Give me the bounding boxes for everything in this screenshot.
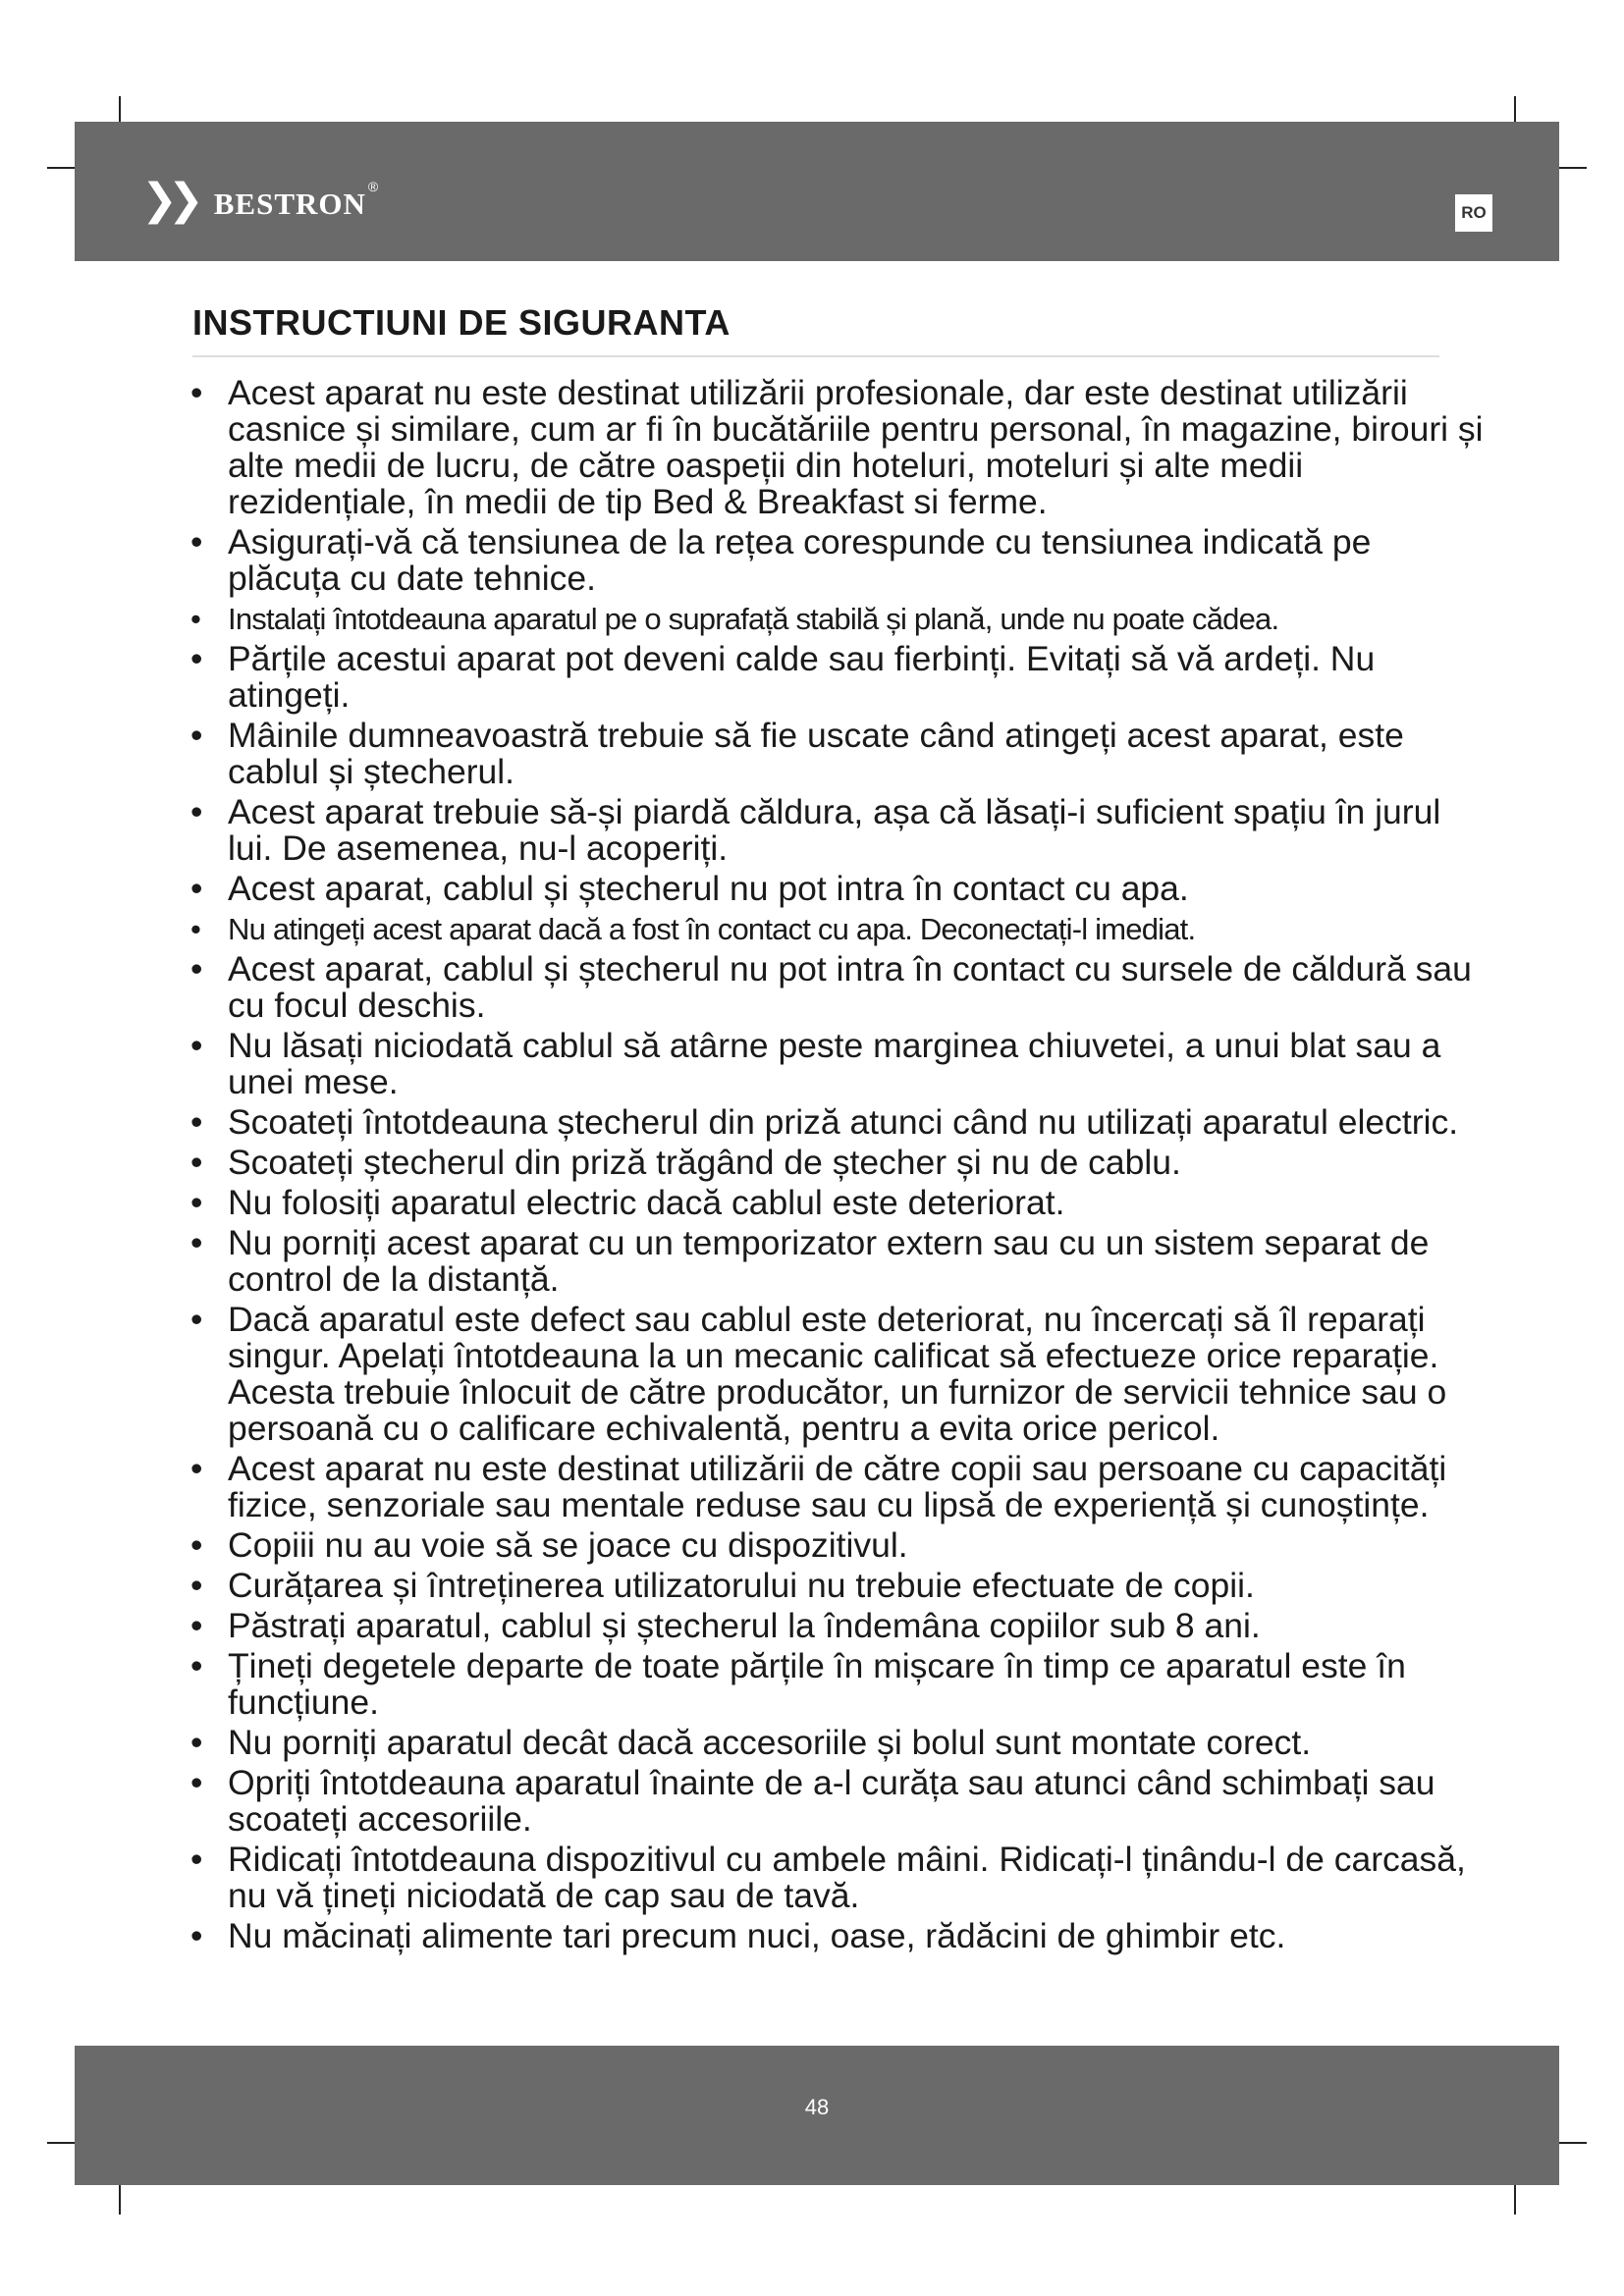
list-item: • Nu porniți aparatul decât dacă accesoriile și bolul sunt montate corect. [187, 1725, 1492, 1761]
list-item: • Opriți întotdeauna aparatul înainte de a-l curăța sau atunci când schimbați sau scoateți accesoriile. [187, 1765, 1492, 1838]
list-item: • Păstrați aparatul, cablul și ștecherul la îndemâna copiilor sub 8 ani. [187, 1608, 1492, 1644]
list-item: • Ridicați întotdeauna dispozitivul cu ambele mâini. Ridicați-l ținându-l de carcasă, nu vă țineți niciodată de cap sau de tavă. [187, 1842, 1492, 1914]
list-item: • Nu atingeți acest aparat dacă a fost în contact cu apa. Deconectați-l imediat. [187, 911, 1492, 947]
list-item: • Acest aparat nu este destinat utilizării profesionale, dar este destinat utilizării casnice și similare, cum ar fi în bucătăriile pentru personal, în magazine, birouri și alte medii de lucru, de către oaspeții din hoteluri, moteluri și alte medii rezidențiale, în medii de tip Bed & Breakfast si ferme. [187, 375, 1492, 520]
list-item: • Nu măcinați alimente tari precum nuci, oase, rădăcini de ghimbir etc. [187, 1918, 1492, 1954]
list-item: • Acest aparat, cablul și ștecherul nu pot intra în contact cu apa. [187, 871, 1492, 907]
list-item: • Țineți degetele departe de toate părțile în mișcare în timp ce aparatul este în funcțiune. [187, 1648, 1492, 1721]
list-item: • Părțile acestui aparat pot deveni calde sau fierbinți. Evitați să vă ardeți. Nu atingeți. [187, 641, 1492, 714]
list-item: • Instalați întotdeauna aparatul pe o suprafață stabilă și plană, unde nu poate cădea. [187, 601, 1492, 637]
list-item: • Acest aparat nu este destinat utilizării de către copii sau persoane cu capacități fizice, senzoriale sau mentale reduse sau cu lipsă de experiență și cunoștințe. [187, 1451, 1492, 1523]
list-item: • Curățarea și întreținerea utilizatorului nu trebuie efectuate de copii. [187, 1568, 1492, 1604]
list-item: • Acest aparat, cablul și ștecherul nu pot intra în contact cu sursele de căldură sau cu focul deschis. [187, 951, 1492, 1024]
header-bar [75, 122, 1559, 261]
list-item: • Mâinile dumneavoastră trebuie să fie uscate când atingeți acest aparat, este cablul și ștecherul. [187, 718, 1492, 790]
list-item: • Nu porniți acest aparat cu un temporizator extern sau cu un sistem separat de control de la distanță. [187, 1225, 1492, 1298]
list-item: • Asigurați-vă că tensiunea de la rețea corespunde cu tensiunea indicată pe plăcuța cu date tehnice. [187, 524, 1492, 597]
list-item: • Scoateți ștecherul din priză trăgând de ștecher și nu de cablu. [187, 1145, 1492, 1181]
brand-logo [141, 175, 379, 225]
language-badge: RO [1455, 194, 1492, 232]
list-item: • Nu lăsați niciodată cablul să atârne peste marginea chiuvetei, a unui blat sau a unei mese. [187, 1028, 1492, 1100]
list-item: • Copiii nu au voie să se joace cu dispozitivul. [187, 1527, 1492, 1564]
safety-list [187, 375, 1492, 1958]
section-title: INSTRUCTIUNI DE SIGURANTA [192, 302, 1439, 357]
footer-bar [75, 2046, 1559, 2185]
brand-name: bestron [213, 176, 366, 224]
double-chevron-icon: ❯❯ [141, 175, 194, 225]
list-item: • Dacă aparatul este defect sau cablul este deteriorat, nu încercați să îl reparați singur. Apelați întotdeauna la un mecanic calificat să efectueze orice reparație. Acesta trebuie înlocuit de către producător, un furnizor de servicii tehnice sau o persoană cu o calificare echivalentă, pentru a evita orice pericol. [187, 1302, 1492, 1447]
registered-mark: ® [367, 179, 379, 194]
list-item: • Nu folosiți aparatul electric dacă cablul este deteriorat. [187, 1185, 1492, 1221]
page-number: 48 [804, 2095, 830, 2119]
list-item: • Acest aparat trebuie să-și piardă căldura, așa că lăsați-i suficient spațiu în jurul lui. De asemenea, nu-l acoperiți. [187, 794, 1492, 867]
list-item: • Scoateți întotdeauna ștecherul din priză atunci când nu utilizați aparatul electric. [187, 1104, 1492, 1141]
